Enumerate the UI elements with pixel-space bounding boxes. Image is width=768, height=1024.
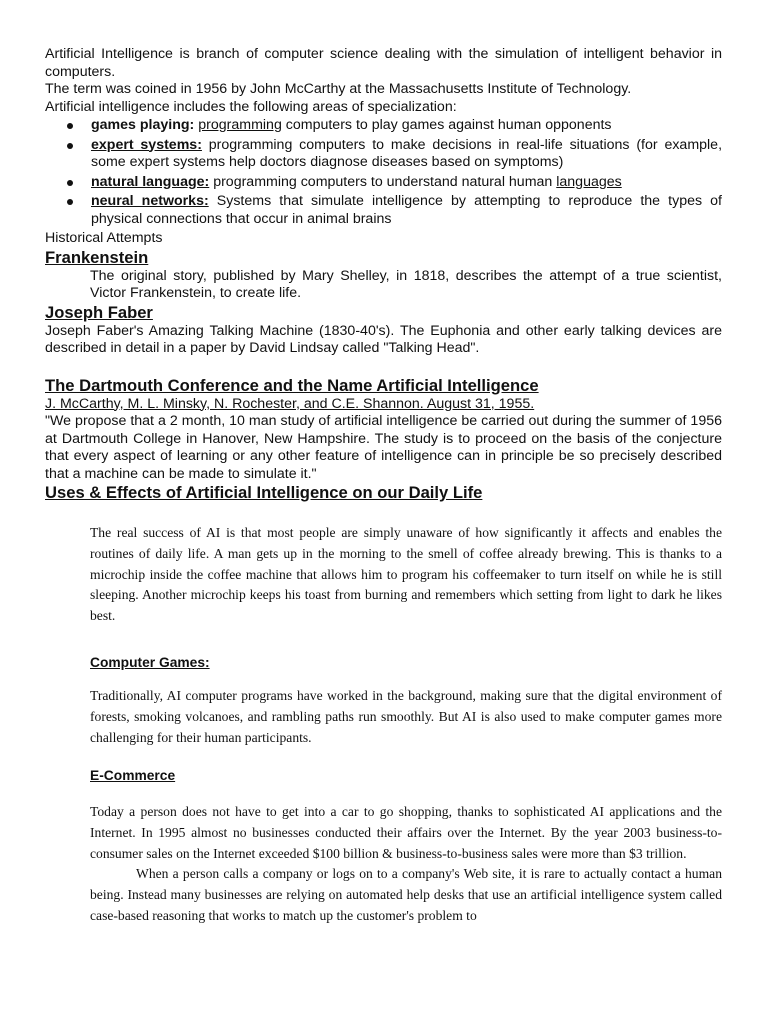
intro-line-3: Artificial intelligence includes the following areas of specialization: <box>45 98 457 115</box>
dartmouth-quote: "We propose that a 2 month, 10 man study of artificial intelligence be carried out during the summer of 1956 at Dartmouth College in Hanover, New Hampshire. The study is to proceed on the basis of the conjecture that every aspect of learning or any other feature of intelligence can in principle be so precisely described that a machine can be made to simulate it." <box>45 413 722 482</box>
frankenstein-text: The original story, published by Mary Shelley, in 1818, describes the attempt of a true scientist, Victor Frankenstein, to create life. <box>90 267 722 301</box>
intro-line-2: The term was coined in 1956 by John McCarthy at the Massachusetts Institute of Technology. <box>45 81 632 97</box>
languages-link[interactable]: languages <box>556 173 622 190</box>
bullet-term: games playing: <box>91 117 195 133</box>
ecommerce-block <box>90 802 722 927</box>
historical-attempts-label: Historical Attempts <box>45 230 163 246</box>
uses-intro-paragraph-block <box>90 523 722 627</box>
specialization-list <box>45 117 722 228</box>
computer-games-heading-block <box>90 653 722 674</box>
ecommerce-heading: E-Commerce <box>90 768 176 783</box>
list-item <box>45 193 722 228</box>
bullet-text: programming computers to make decisions in real-life situations (for example, some expert systems help doctors diagnose diseases based on symptoms) <box>91 136 723 170</box>
bullet-icon <box>67 199 73 205</box>
dartmouth-heading: The Dartmouth Conference and the Name Artificial Intelligence <box>45 375 539 395</box>
faber-text: Joseph Faber's Amazing Talking Machine (1830-40's). The Euphonia and other early talking devices are described in detail in a paper by David Lindsay called "Talking Head". <box>45 322 722 356</box>
bullet-term: expert systems: <box>91 136 202 153</box>
list-item <box>45 137 722 172</box>
computer-games-text: Traditionally, AI computer programs have worked in the background, making sure that the digital environment of forests, smoking volcanoes, and rambling paths run smoothly. But AI is also used to make computer games more challenging for their human participants. <box>90 688 722 745</box>
bullet-term: natural language: <box>91 173 210 190</box>
programming-link[interactable]: programming <box>198 117 282 133</box>
dartmouth-authors: J. McCarthy, M. L. Minsky, N. Rochester, and C.E. Shannon. August 31, 1955. <box>45 395 535 412</box>
bullet-icon <box>67 143 73 149</box>
frankenstein-heading: Frankenstein <box>45 247 149 267</box>
ecommerce-heading-block <box>90 766 722 787</box>
ecommerce-text-1: Today a person does not have to get into a car to go shopping, thanks to sophisticated AI applications and the Internet. In 1995 almost no businesses conducted their affairs over the Internet. By the year 2003 business-to-consumer sales on the Internet exceeded $100 billion & business-to-business sales were more than $3 trillion. <box>90 804 722 861</box>
bullet-text: computers to play games against human opponents <box>281 117 612 133</box>
computer-games-heading: Computer Games: <box>90 655 210 670</box>
bullet-text: programming computers to understand natural human <box>209 173 557 190</box>
bullet-term: neural networks: <box>91 193 209 209</box>
bullet-icon <box>67 180 73 186</box>
computer-games-block <box>90 686 722 748</box>
ecommerce-text-2: When a person calls a company or logs on to a company's Web site, it is rare to actually contact a human being. Instead many businesses are relying on automated help desks that use an artificial intelligence system called case-based reasoning that works to match up the customer's problem to <box>90 866 722 923</box>
intro-line-1: Artificial Intelligence is branch of computer science dealing with the simulation of intelligent behavior in computers. <box>45 46 722 80</box>
bullet-text: Systems that simulate intelligence by attempting to reproduce the types of physical connections that occur in animal brains <box>91 193 722 227</box>
list-item <box>45 117 722 135</box>
uses-paragraph: The real success of AI is that most people are simply unaware of how significantly it affects and enables the routines of daily life. A man gets up in the morning to the smell of coffee already brewing. This is thanks to a microchip inside the coffee machine that allows him to program his coffeemaker to turn itself on while he is still sleeping. Another microchip keeps his toast from burning and remembers which setting from light to dark he likes best. <box>90 525 722 624</box>
faber-heading: Joseph Faber <box>45 302 153 322</box>
list-item <box>45 174 722 192</box>
top-section <box>45 46 722 503</box>
bullet-icon <box>67 123 73 129</box>
uses-heading: Uses & Effects of Artificial Intelligence on our Daily Life <box>45 483 483 502</box>
